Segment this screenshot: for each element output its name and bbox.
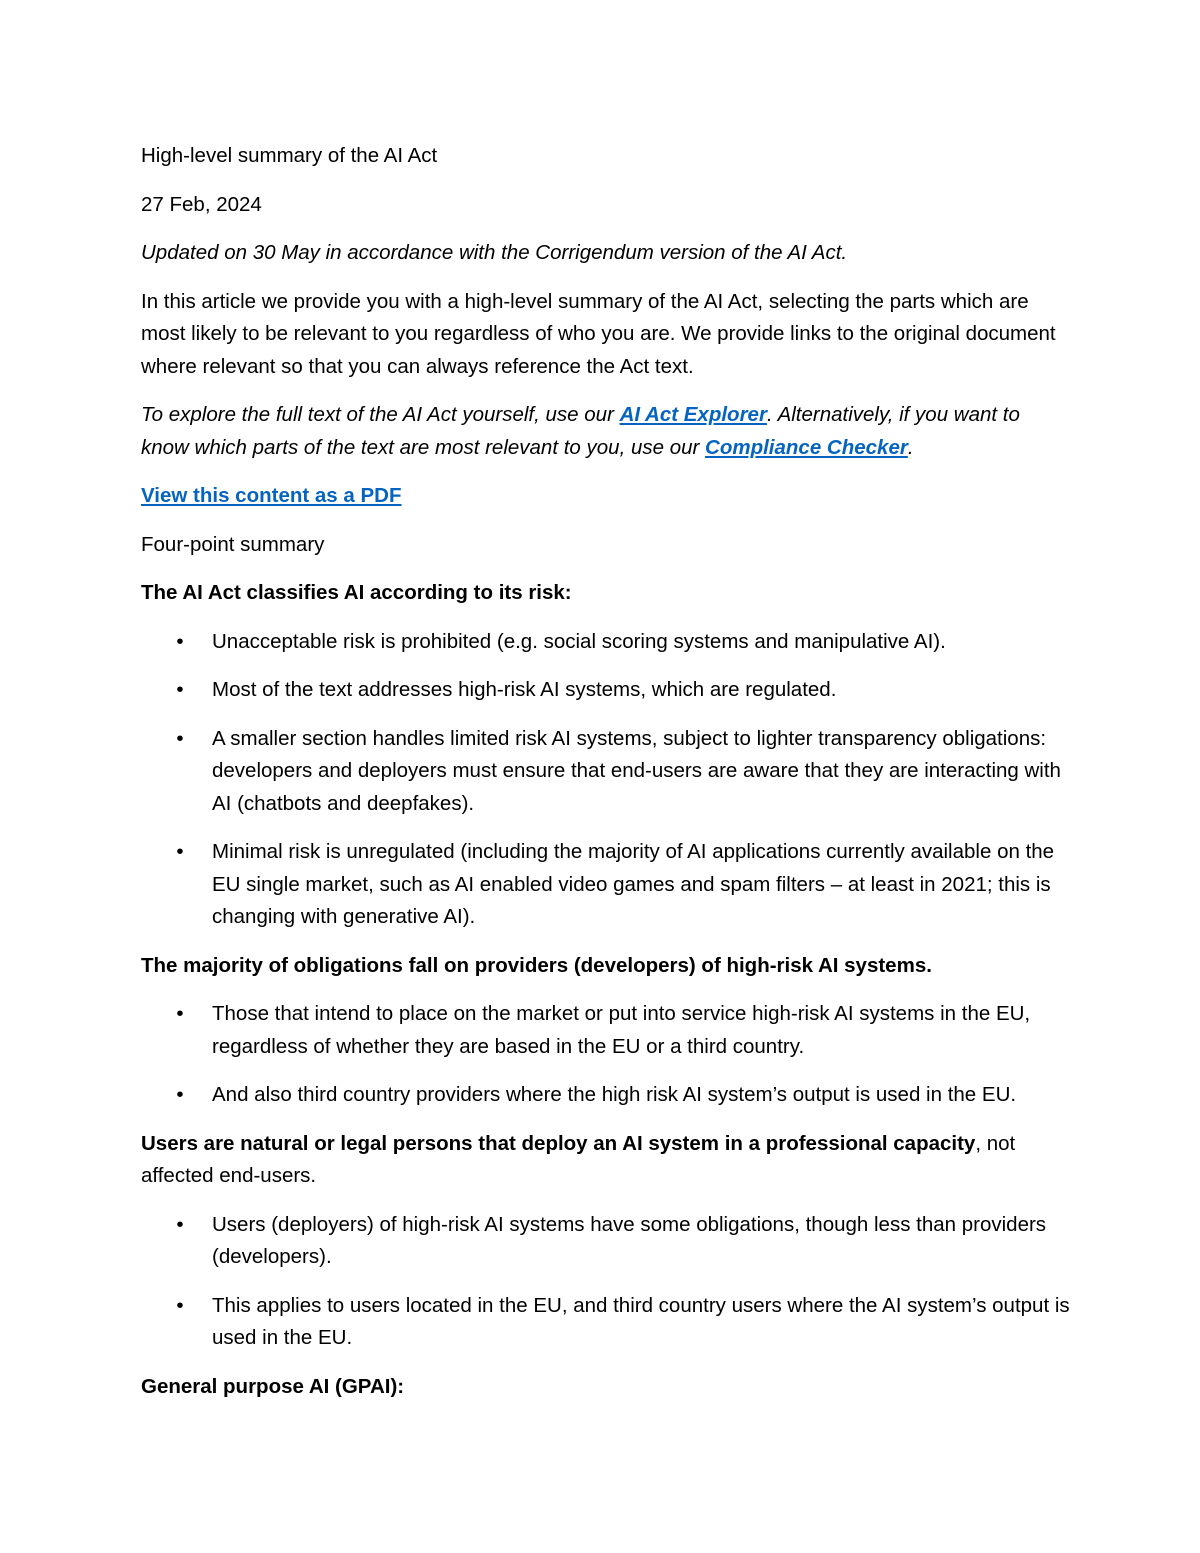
section-providers-heading: The majority of obligations fall on providers (developers) of high-risk AI systems. (141, 953, 932, 977)
list-item (141, 1209, 1071, 1274)
list-item-text: Minimal risk is unregulated (including the majority of AI applications currently available on the EU single market, such as AI enabled video games and spam filters – at least in 2021; this is changing with generative AI). (212, 840, 1055, 928)
bullet-icon: • (176, 1002, 184, 1025)
list-item (141, 626, 1071, 659)
list-item-text: Those that intend to place on the market or put into service high-risk AI systems in the EU, regardless of whether they are based in the EU or a third country. (212, 1002, 1031, 1058)
document-title: High-level summary of the AI Act (141, 144, 438, 167)
providers-list (141, 998, 1071, 1112)
list-item-text: Unacceptable risk is prohibited (e.g. social scoring systems and manipulative AI). (212, 629, 946, 653)
bullet-icon: • (176, 1083, 184, 1106)
explore-text-3: . (907, 435, 914, 459)
list-item (141, 1290, 1071, 1355)
explore-text-1: To explore the full text of the AI Act yourself, use our (141, 403, 620, 426)
bullet-icon: • (176, 1212, 184, 1236)
list-item (141, 1079, 1071, 1112)
list-item-text: This applies to users located in the EU, and third country users where the AI system’s output is used in the EU. (212, 1293, 1070, 1349)
list-item (141, 674, 1071, 707)
list-item-text: Most of the text addresses high-risk AI systems, which are regulated. (212, 678, 837, 701)
users-heading-rest: , not affected end-users. (141, 1131, 1016, 1187)
list-item (141, 723, 1071, 821)
section-gpai-heading: General purpose AI (GPAI): (141, 1374, 405, 1398)
risk-list (141, 626, 1071, 934)
users-heading-bold: Users are natural or legal persons that deploy an AI system in a professional capacity (141, 1131, 976, 1155)
explore-paragraph (141, 399, 1071, 464)
explore-text-2: . Alternatively, if you want to know which parts of the text are most relevant to you, use our (141, 403, 1020, 459)
intro-paragraph: In this article we provide you with a high-level summary of the AI Act, selecting the parts which are most likely to be relevant to you regardless of who you are. We provide links to the original document where relevant so that you can always reference the Act text. (141, 289, 1056, 378)
update-note: Updated on 30 May in accordance with the Corrigendum version of the AI Act. (141, 241, 848, 264)
list-item-text: Users (deployers) of high-risk AI systems have some obligations, though less than providers (developers). (212, 1212, 1047, 1268)
section-risk-heading: The AI Act classifies AI according to its risk: (141, 581, 572, 604)
bullet-icon: • (176, 1293, 184, 1317)
ai-act-explorer-link[interactable]: AI Act Explorer (619, 403, 767, 426)
pdf-paragraph (141, 480, 1071, 513)
four-point-summary-label: Four-point summary (141, 532, 325, 556)
list-item-text: A smaller section handles limited risk AI systems, subject to lighter transparency obligations: developers and deployers must ensure that end-users are aware that they are interacting with AI (chatbots and deepfakes). (212, 726, 1061, 815)
list-item-text: And also third country providers where the high risk AI system’s output is used in the EU. (212, 1083, 1017, 1106)
bullet-icon: • (176, 840, 184, 863)
view-pdf-link[interactable]: View this content as a PDF (141, 484, 402, 507)
list-item (141, 998, 1071, 1063)
list-item (141, 836, 1071, 934)
bullet-icon: • (176, 629, 184, 653)
section-users-heading (141, 1128, 1071, 1193)
bullet-icon: • (176, 678, 184, 701)
document-date: 27 Feb, 2024 (141, 192, 262, 216)
document-body (141, 140, 1071, 1419)
compliance-checker-link[interactable]: Compliance Checker (705, 435, 908, 459)
bullet-icon: • (176, 726, 184, 750)
users-list (141, 1209, 1071, 1355)
